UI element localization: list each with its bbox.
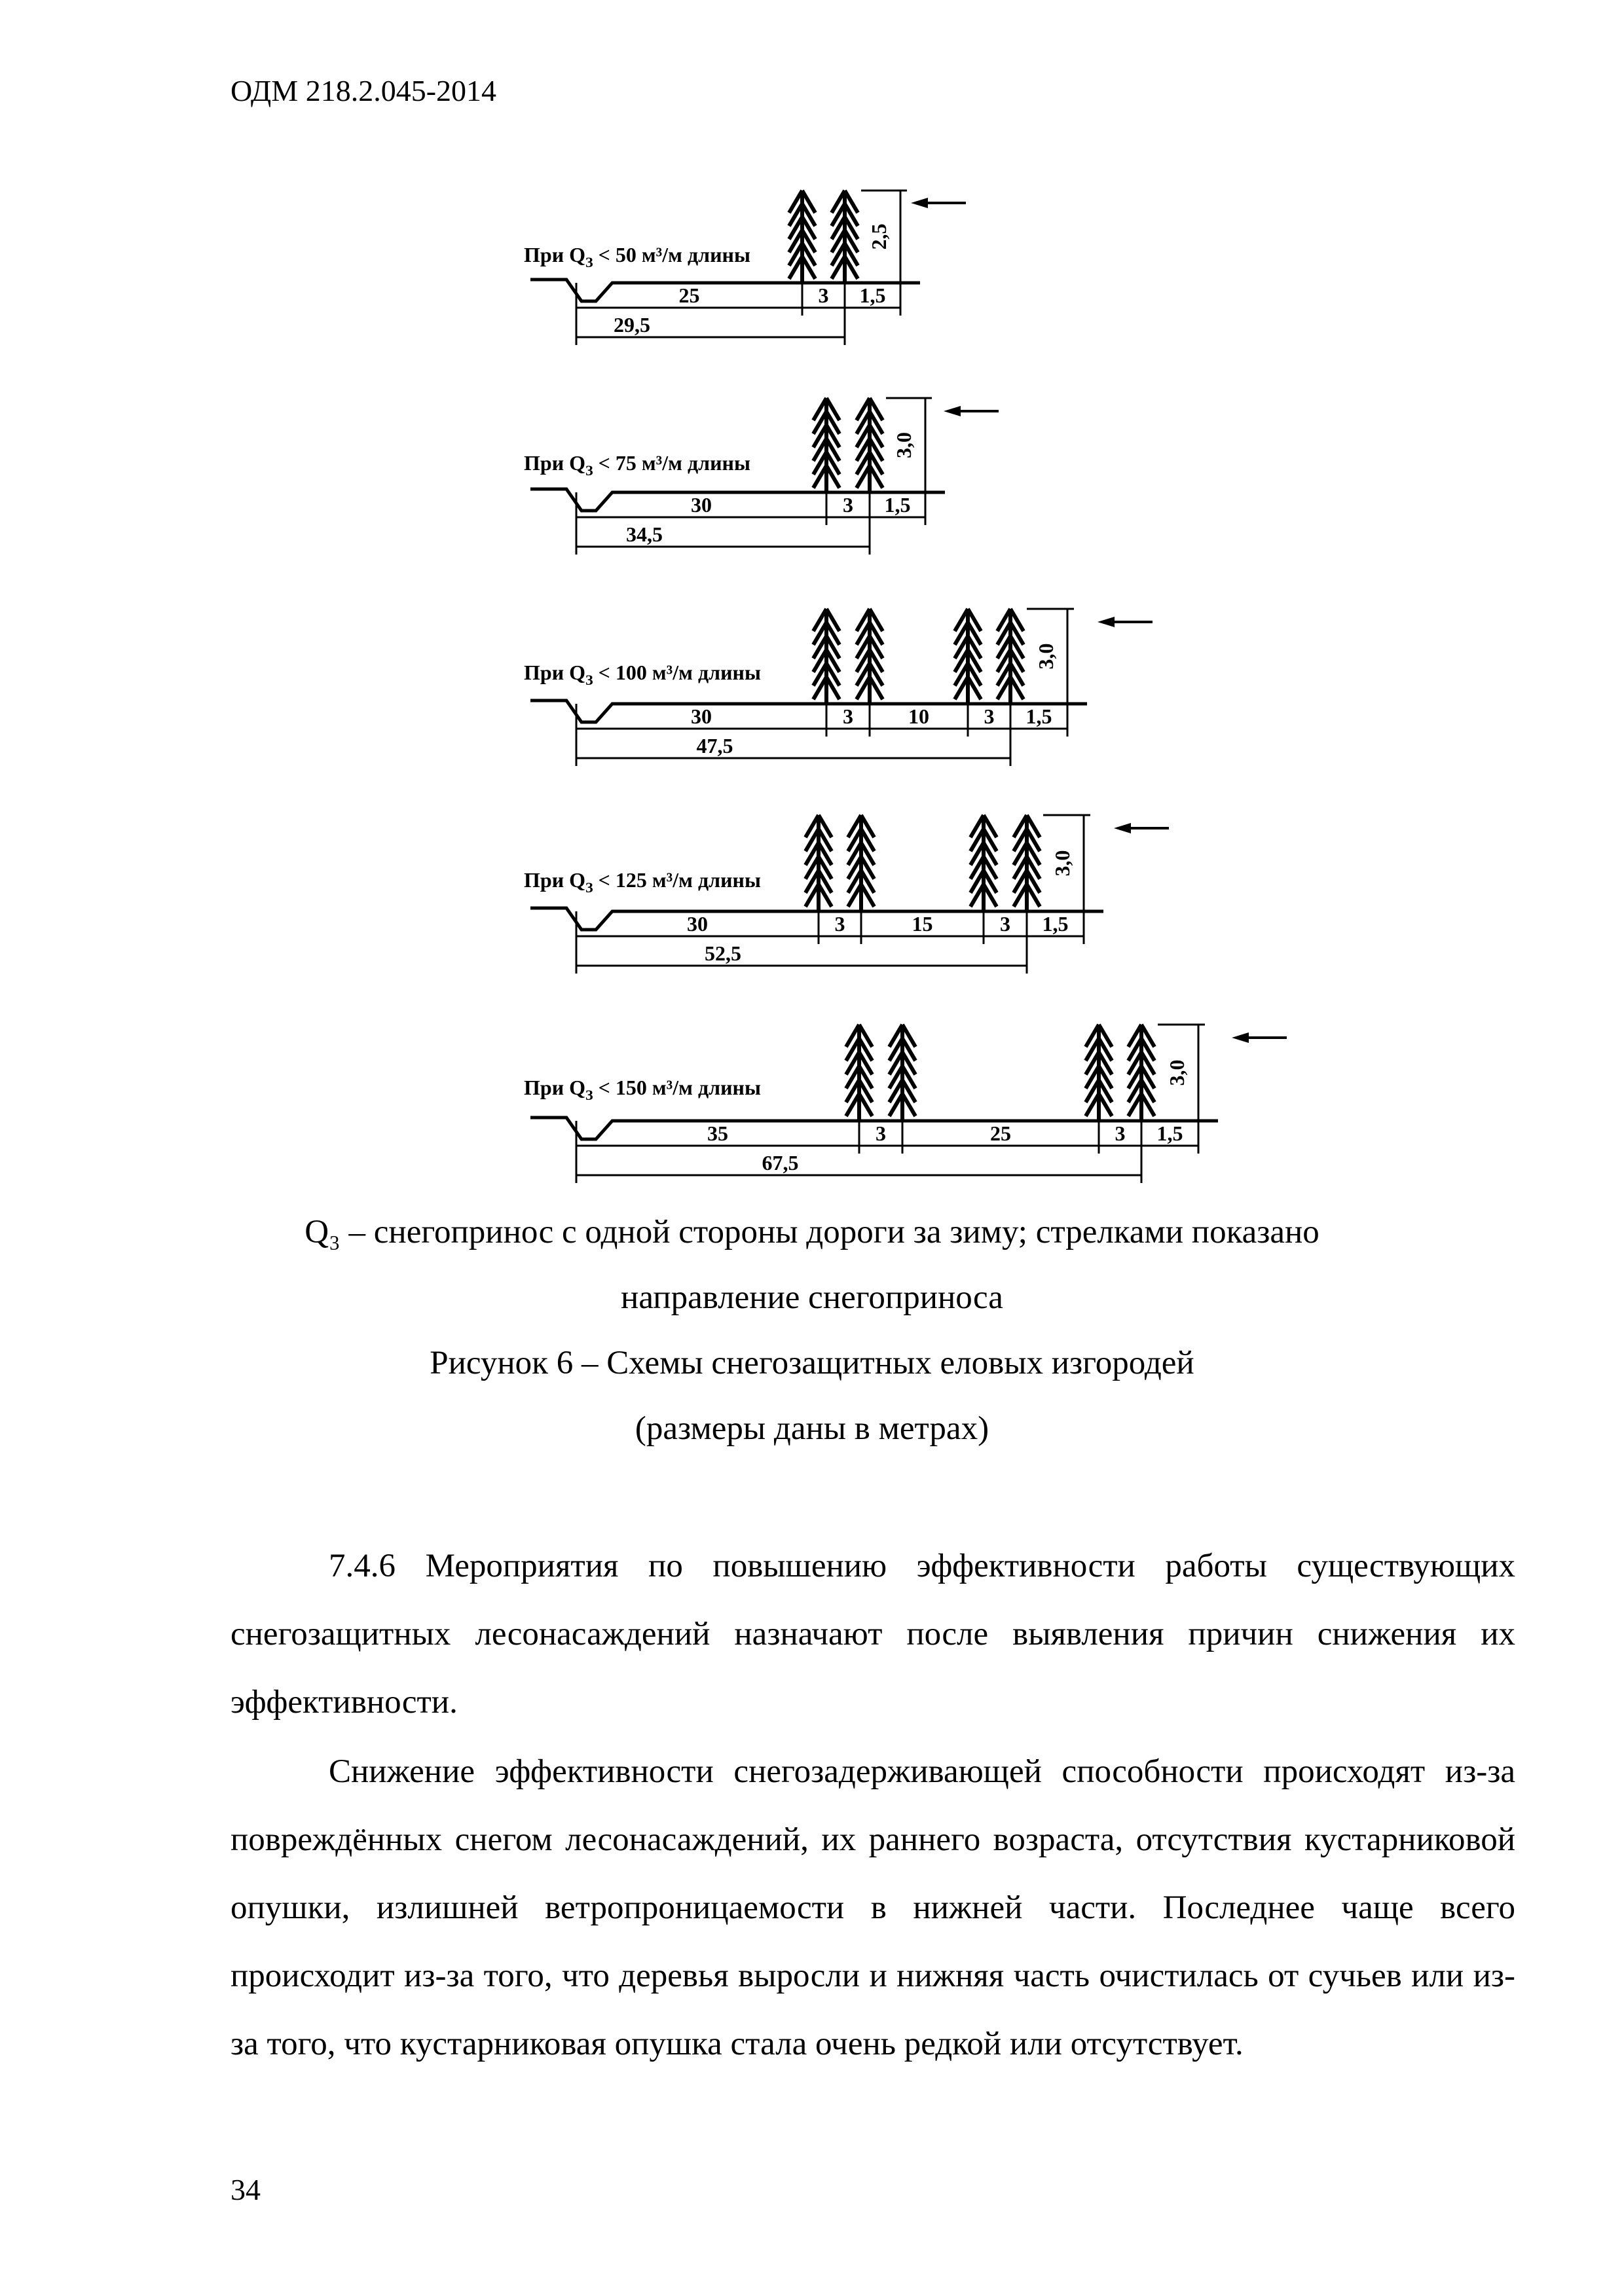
segment-value-label: 25 [678,283,700,307]
segment-value-label: 1,5 [1025,704,1052,728]
page-number: 34 [231,2173,261,2206]
paragraph-effectiveness-decline: Снижение эффективности снегозадерживающей способности происходят из-за повреждённых снегом лесонасаждений, их раннего возраста, отсутствия кустарниковой опушки, излишней ветропроницаемости в нижней части. Последнее чаще всего происходит из-за того, что деревья выросли и нижняя часть очистилась от сучьев или из-за того, что кустарниковая опушка стала очень редкой или отсутствует. [231,1753,1515,2062]
figure-title: Рисунок 6 – Схемы снегозащитных еловых изгородей [430,1345,1194,1381]
figure-legend-line-1: Q₃ – снегопринос с одной стороны дороги за зиму; стрелками показано [304,1214,1320,1250]
spruce-tree [846,1025,872,1121]
spruce-tree [789,191,815,283]
scheme-label: При $Q_З < 150$ м³/м длины [524,1076,761,1103]
height-value-label: 3,0 [1165,1059,1189,1086]
segment-value-label: 3 [1115,1121,1126,1145]
spruce-tree [857,609,883,704]
height-value-label: 3,0 [1050,850,1074,877]
total-value-label: 29,5 [614,313,650,337]
segment-value-label: 3 [834,912,845,936]
spruce-tree [1086,1025,1112,1121]
scheme-label: При $Q_З < 75$ м³/м длины [524,451,750,479]
segment-value-label: 10 [908,704,929,728]
spruce-tree [832,191,858,283]
segment-value-label: 15 [912,912,933,936]
road-ditch-profile [530,701,1087,722]
spruce-tree [857,398,883,492]
scheme-label: При $Q_З < 100$ м³/м длины [524,661,761,688]
figure-legend-line-2: направление снегоприноса [621,1279,1003,1316]
road-ditch-profile [530,489,945,511]
total-value-label: 67,5 [762,1151,799,1175]
height-value-label: 3,0 [1034,643,1058,670]
segment-value-label: 35 [707,1121,728,1145]
total-value-label: 47,5 [696,734,733,757]
spruce-tree [813,609,840,704]
segment-value-label: 3 [843,493,853,517]
total-value-label: 52,5 [705,941,741,965]
snow-direction-arrow [1098,617,1153,627]
figure-units-note: (размеры даны в метрах) [635,1410,989,1447]
spruce-tree [1128,1025,1154,1121]
spruce-tree [955,609,981,704]
snow-direction-arrow [1114,823,1169,833]
scheme-label: При $Q_З < 125$ м³/м длины [524,868,761,896]
snow-direction-arrow [944,406,999,416]
segment-value-label: 3 [876,1121,886,1145]
segment-value-label: 1,5 [884,493,911,517]
spruce-tree [889,1025,915,1121]
segment-value-label: 1,5 [1042,912,1069,936]
segment-value-label: 1,5 [1156,1121,1183,1145]
segment-value-label: 25 [990,1121,1011,1145]
segment-value-label: 30 [687,912,708,936]
scheme-label: При $Q_З < 50$ м³/м длины [524,243,750,270]
paragraph-7-4-6: 7.4.6 Мероприятия по повышению эффективности работы существующих снегозащитных лесонасаждений назначают после выявления причин снижения их эффективности. [231,1548,1515,1721]
spruce-tree [1014,815,1040,911]
segment-value-label: 3 [818,283,829,307]
spruce-tree [970,815,997,911]
segment-value-label: 3 [843,704,853,728]
spruce-tree [997,609,1024,704]
height-value-label: 3,0 [892,432,915,458]
segment-value-label: 3 [1000,912,1010,936]
snow-direction-arrow [911,198,966,208]
total-value-label: 34,5 [626,522,663,546]
segment-value-label: 30 [691,493,712,517]
spruce-tree [805,815,832,911]
spruce-tree [813,398,840,492]
body-text [231,1532,1515,2078]
spruce-tree [848,815,874,911]
snow-direction-arrow [1232,1032,1287,1043]
segment-value-label: 30 [691,704,712,728]
document-code-header: ОДМ 218.2.045-2014 [231,74,497,107]
height-value-label: 2,5 [867,223,891,250]
segment-value-label: 1,5 [859,283,886,307]
segment-value-label: 3 [984,704,995,728]
